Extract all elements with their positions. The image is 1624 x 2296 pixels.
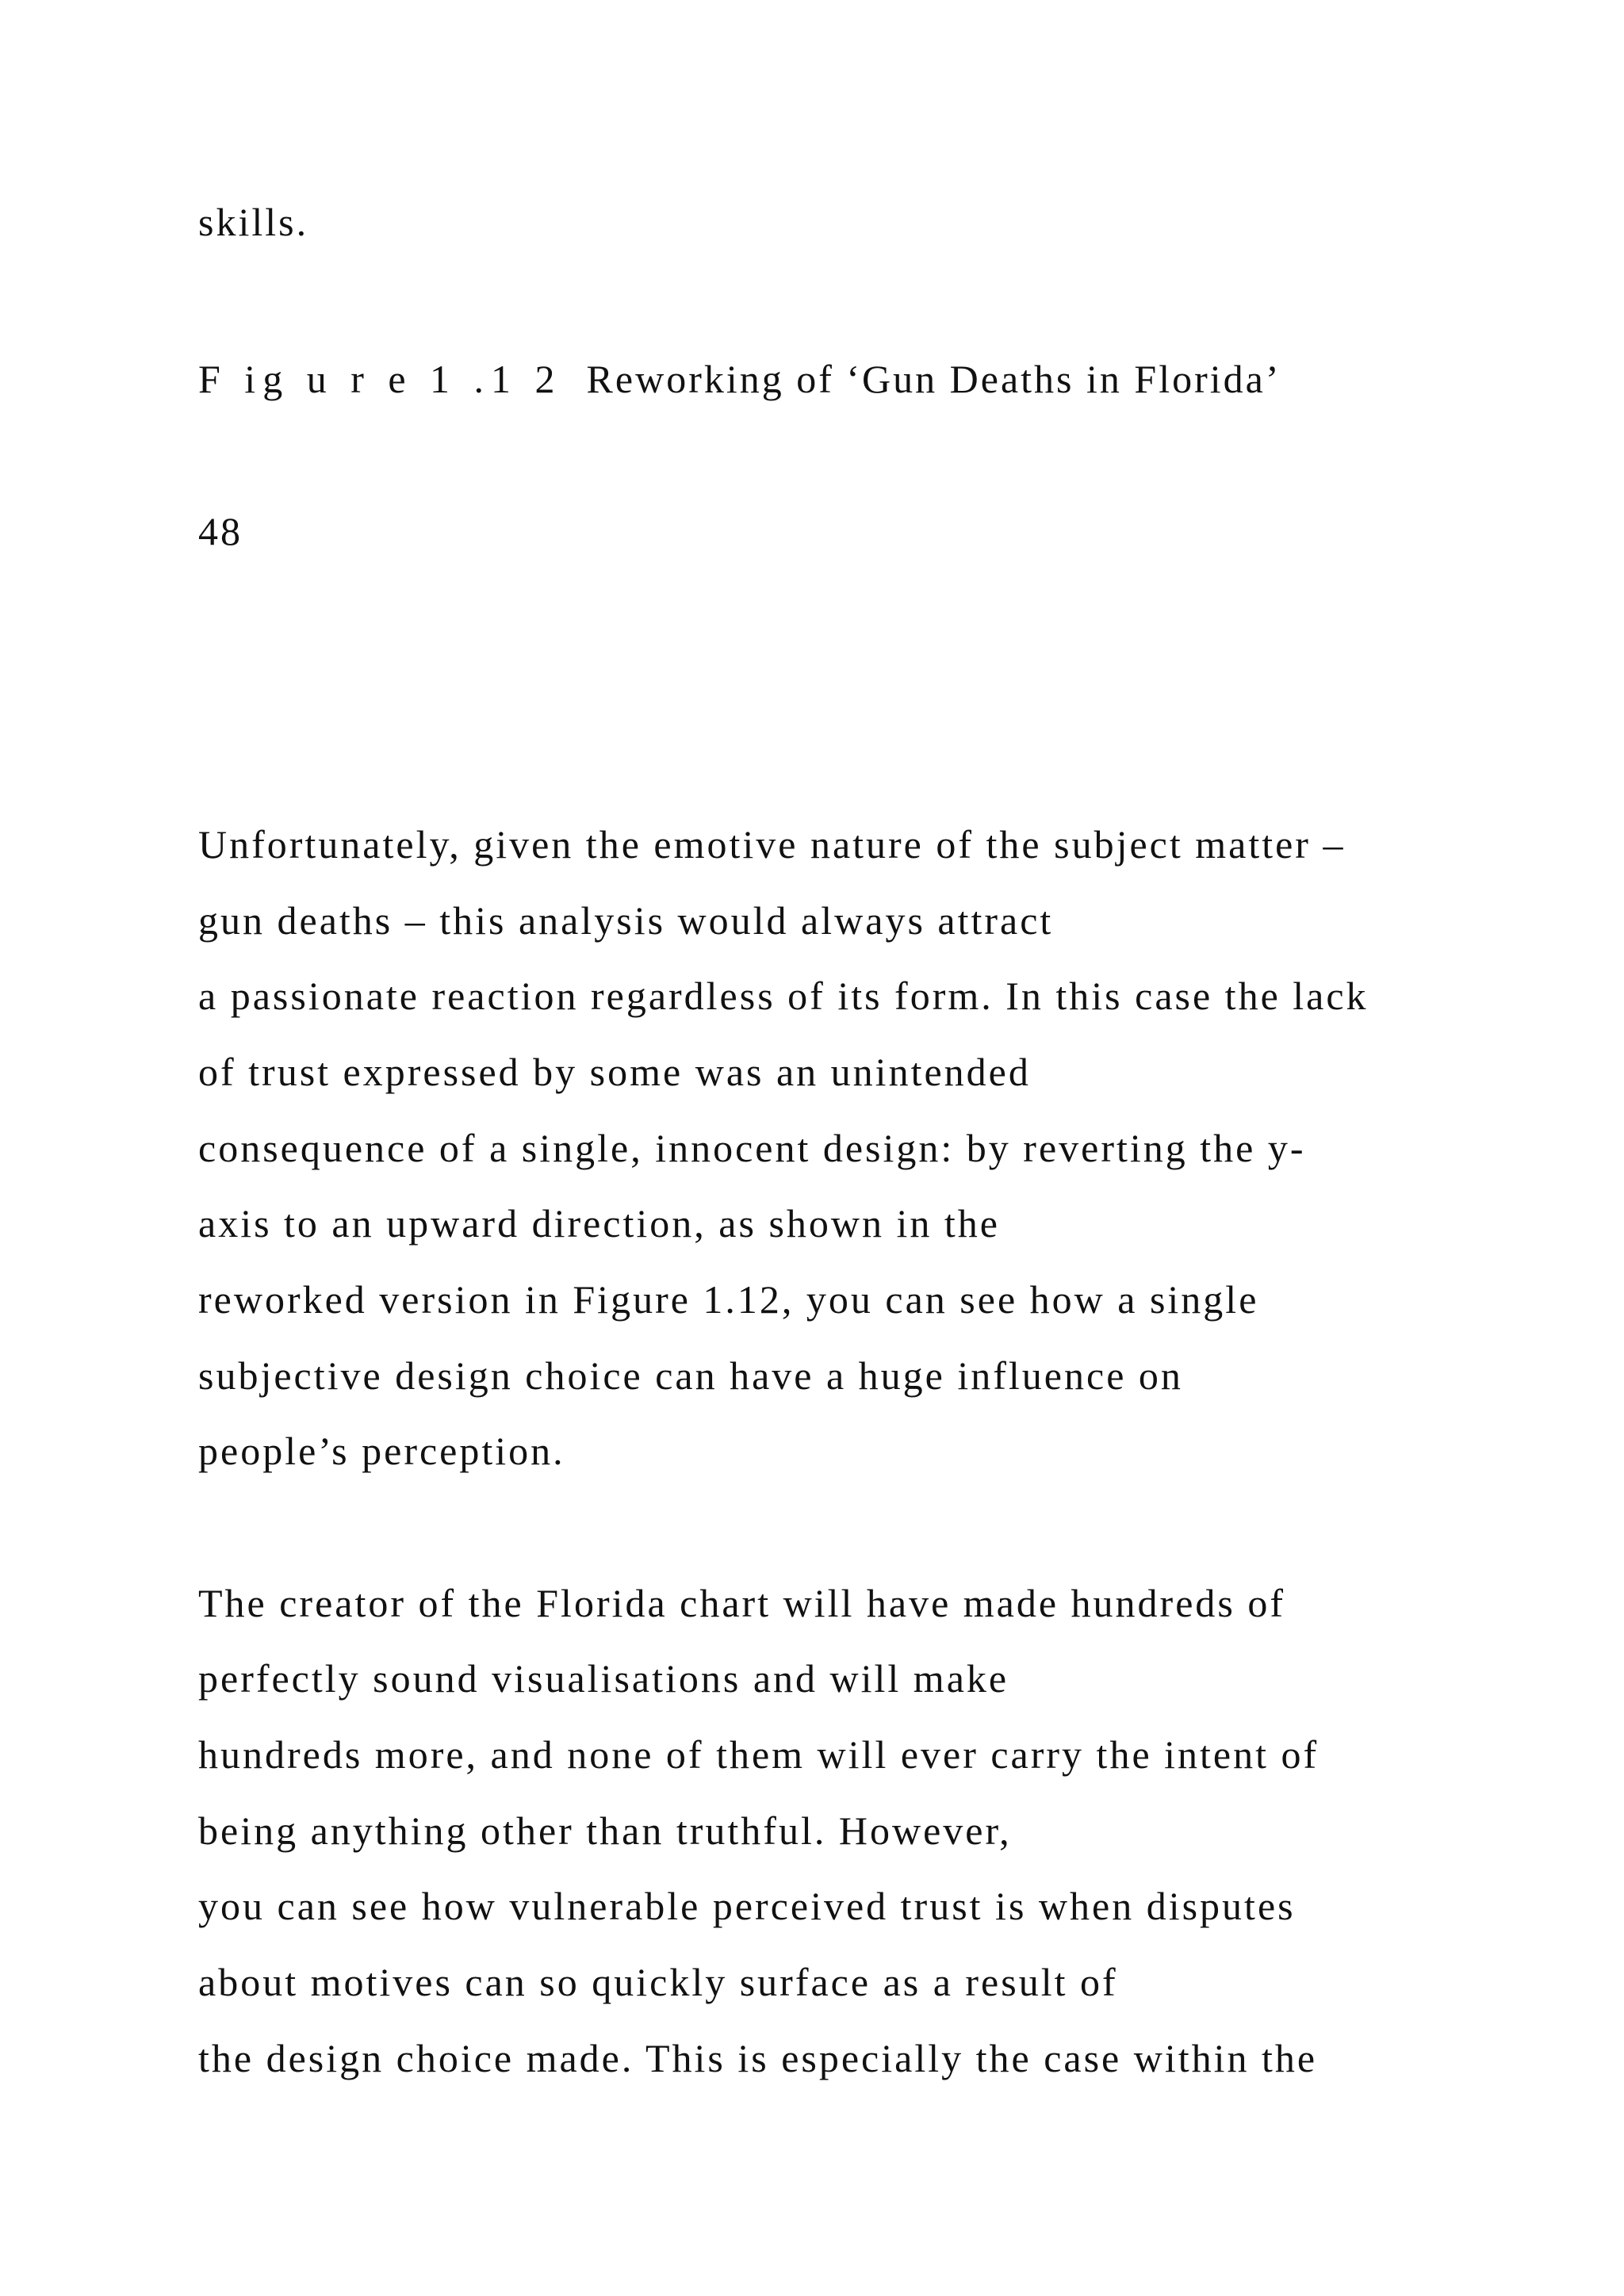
text-line: you can see how vulnerable perceived trust is when disputes	[198, 1884, 1296, 1928]
text-line: reworked version in Figure 1.12, you can see how a single	[198, 1277, 1259, 1322]
figure-title: Reworking of ‘Gun Deaths in Florida’	[586, 357, 1281, 401]
figure-caption	[198, 355, 1281, 403]
text-line: being anything other than truthful. However,	[198, 1808, 1012, 1853]
text-line: consequence of a single, innocent design: by reverting the y-	[198, 1126, 1306, 1170]
text-line: hundreds more, and none of them will ever carry the intent of	[198, 1732, 1320, 1777]
lead-text: skills.	[198, 200, 309, 244]
text-line: Unfortunately, given the emotive nature of the subject matter –	[198, 822, 1346, 867]
text-line: people’s perception.	[198, 1429, 565, 1473]
page-number: 48	[198, 509, 243, 553]
text-line: the design choice made. This is especially the case within the	[198, 2036, 1318, 2080]
text-line: axis to an upward direction, as shown in the	[198, 1201, 1000, 1246]
text-line: of trust expressed by some was an unintended	[198, 1050, 1031, 1094]
figure-label: F ig u r e 1 .1 2	[198, 357, 562, 401]
text-line: about motives can so quickly surface as a result of	[198, 1960, 1118, 2004]
text-line: perfectly sound visualisations and will make	[198, 1656, 1009, 1701]
text-line: gun deaths – this analysis would always attract	[198, 898, 1054, 943]
text-line: The creator of the Florida chart will have made hundreds of	[198, 1581, 1285, 1625]
text-line: subjective design choice can have a huge influence on	[198, 1353, 1183, 1398]
text-line: a passionate reaction regardless of its form. In this case the lack	[198, 974, 1369, 1018]
